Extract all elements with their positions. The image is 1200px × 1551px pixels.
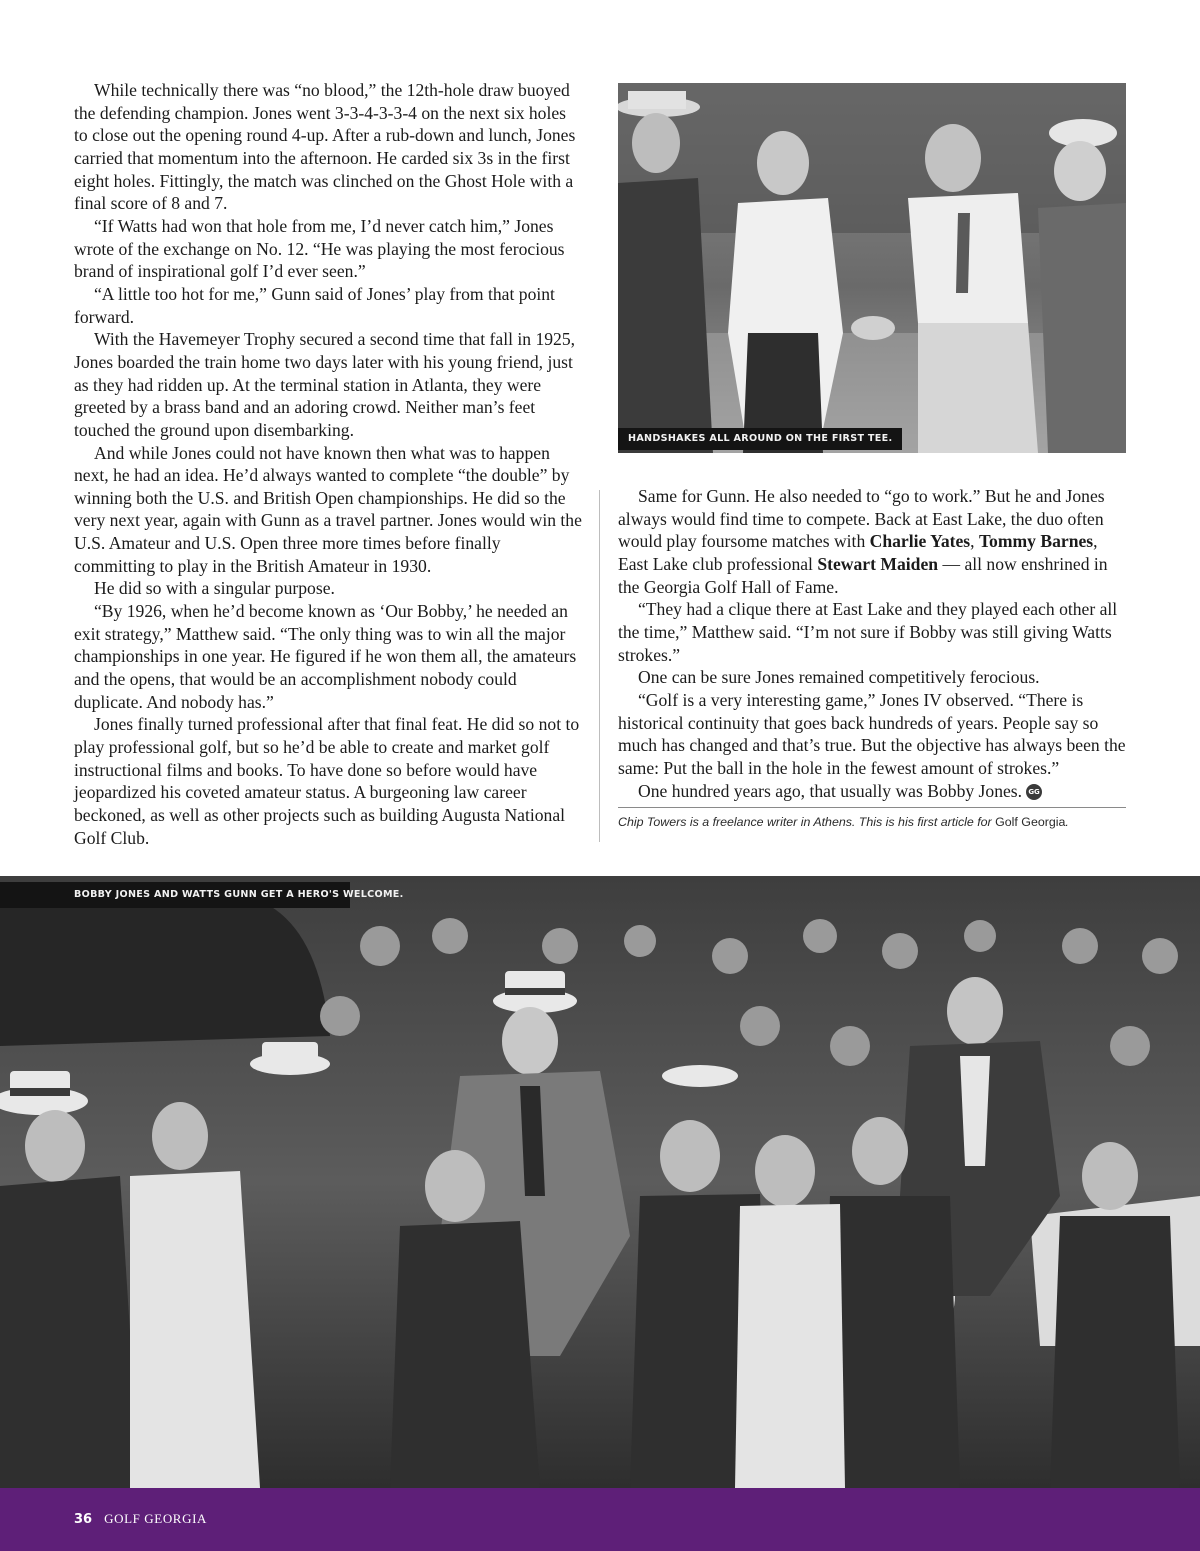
paragraph: Jones finally turned professional after that final feat. He did so not to play professional golf, but so he’d be able to create and market golf instructional films and books. To have done so before would have jeopardized his coveted amateur status. A burgeoning law career beckoned, as well as other projects such as building Augusta National Golf Club. [74,714,580,848]
magazine-name: GOLF GEORGIA [104,1511,207,1526]
byline-magazine: Golf Georgia [995,815,1066,829]
handshake-photo-illustration [618,83,1126,453]
text-run: , [970,531,979,552]
paragraph: One can be sure Jones remained competitively ferocious. [638,667,1040,688]
paragraph [618,485,1126,598]
text-run: , East Lake club professional [618,531,1098,574]
paragraph: “By 1926, when he’d become known as ‘Our Bobby,’ he needed an exit strategy,” Matthew said. “The only thing was to win all the major championships in one year. He figured if he won them all, the amateurs and the opens, that would be an accomplishment nobody could duplicate. And nobody has.” [74,601,577,712]
paragraph: “If Watts had won that hole from me, I’d never catch him,” Jones wrote of the exchange on No. 12. “He was playing the most ferocious brand of inspirational golf I’d ever seen.” [74,215,565,282]
byline-text: Chip Towers is a freelance writer in Athens. This is his first article for [618,815,996,829]
crowd-photo [0,876,1200,1488]
article-right-column [618,485,1126,802]
article-left-column [74,79,584,849]
name-stewart-maiden: Stewart Maiden [817,553,939,574]
column-divider [599,490,600,842]
handshake-photo [618,83,1126,453]
photo-caption: HANDSHAKES ALL AROUND ON THE FIRST TEE. [618,428,902,450]
text-run: One hundred years ago, that usually was Bobby Jones. [638,780,1023,801]
byline-end: . [1065,815,1069,829]
author-byline [618,815,1138,829]
paragraph: “Golf is a very interesting game,” Jones IV observed. “There is historical continuity that goes back hundreds of years. People say so much has changed and that’s true. But the objective has always been the same: Put the ball in the hole in the fewest amount of strokes.” [618,689,1126,778]
paragraph: With the Havemeyer Trophy secured a second time that fall in 1925, Jones boarded the train home two days later with his young friend, just as they had ridden up. At the terminal station in Atlanta, they were greeted by a brass band and an adoring crowd. Neither man’s feet touched the ground upon disembarking. [74,329,576,440]
paragraph: “They had a clique there at East Lake and they played each other all the time,” Matthew said. “I’m not sure if Bobby was still giving Watts strokes.” [618,599,1118,665]
gg-end-mark-icon: GG [1026,784,1042,800]
paragraph [618,780,1126,803]
paragraph: He did so with a singular purpose. [94,578,335,599]
paragraph: While technically there was “no blood,” the 12th-hole draw buoyed the defending champion. Jones went 3-3-4-3-3-4 on the next six holes to close out the opening round 4-up. After a rub-down and lunch, Jones carried that momentum into the afternoon. He carded six 3s in the first eight holes. Fittingly, the match was clinched on the Ghost Hole with a final score of 8 and 7. [74,80,576,214]
text-run: Same for Gunn. He also needed to “go to work.” But he and Jones always would find time to compete. Back at East Lake, the duo often would play foursome matches with [618,486,1105,552]
page-folio [74,1511,207,1528]
paragraph: And while Jones could not have known then what was to happen next, he had an idea. He’d always wanted to complete “the double” by winning both the U.S. and British Open championships. He did so the very next year, again with Gunn as a travel partner. Jones would win the U.S. Amateur and U.S. Open three more times before finally committing to play in the British Amateur in 1930. [74,442,582,576]
crowd-photo-illustration [0,876,1200,1488]
text-run: — all now enshrined in the Georgia Golf Hall of Fame. [618,553,1108,597]
photo-caption: BOBBY JONES AND WATTS GUNN GET A HERO'S WELCOME. [0,882,350,908]
name-charlie-yates: Charlie Yates [869,531,971,552]
page-number: 36 [74,1512,93,1527]
paragraph: “A little too hot for me,” Gunn said of Jones’ play from that point forward. [74,283,555,327]
name-tommy-barnes: Tommy Barnes [978,531,1094,552]
byline-rule [618,807,1126,808]
